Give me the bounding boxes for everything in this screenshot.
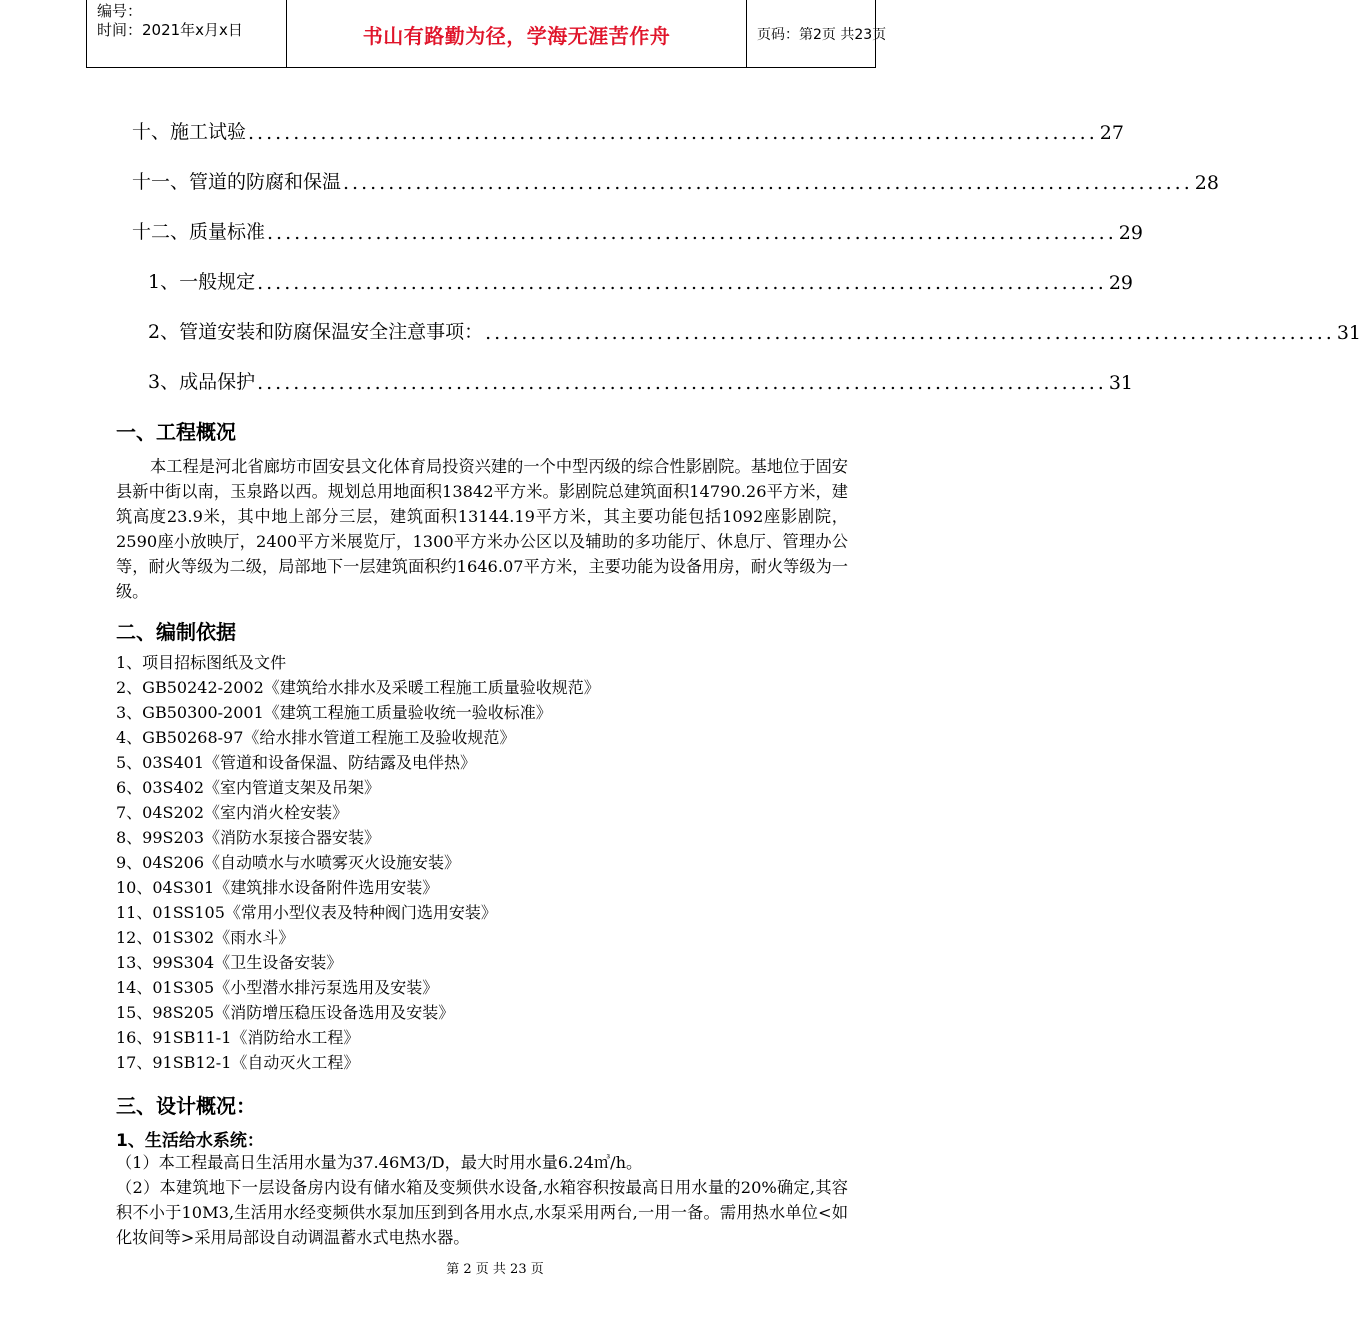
list-item: 17、91SB12-1《自动灭火工程》 (116, 1053, 360, 1072)
section-title-overview: 一、工程概况 (116, 420, 236, 444)
toc-entry-page: 29 (1118, 222, 1143, 244)
toc-entry-label: 十二、质量标准 (132, 221, 266, 243)
toc-entry-page: 31 (1336, 322, 1361, 344)
list-item: 12、01S302《雨水斗》 (116, 928, 295, 947)
toc-leader-dots: .............................................................................................. (343, 172, 1193, 194)
list-item: 13、99S304《卫生设备安装》 (116, 953, 343, 972)
section-title-basis: 二、编制依据 (116, 620, 236, 644)
list-item: 9、04S206《自动喷水与水喷雾灭火设施安装》 (116, 853, 461, 872)
list-item: 10、04S301《建筑排水设备附件选用安装》 (116, 878, 439, 897)
toc-leader-dots: .............................................................................................. (248, 122, 1098, 144)
toc-entry[interactable] (132, 216, 1143, 244)
reference-list (116, 650, 848, 1075)
toc-entry[interactable] (148, 366, 1133, 394)
list-item: 2、GB50242-2002《建筑给水排水及采暖工程施工质量验收规范》 (116, 678, 600, 697)
list-item: 15、98S205《消防增压稳压设备选用及安装》 (116, 1003, 455, 1022)
page-footer: 第 2 页 共 23 页 (446, 1262, 544, 1277)
toc-entry-label: 3、成品保护 (148, 371, 256, 393)
design-paragraph-1: （1）本工程最高日生活用水量为37.46M3/D，最大时用水量6.24㎥/h。 (116, 1153, 643, 1172)
toc-entry-page: 27 (1099, 122, 1124, 144)
header-meta (86, 0, 286, 68)
list-item: 8、99S203《消防水泵接合器安装》 (116, 828, 381, 847)
list-item: 7、04S202《室内消火栓安装》 (116, 803, 349, 822)
toc-leader-dots: .............................................................................................. (257, 372, 1107, 394)
list-item: 16、91SB11-1《消防给水工程》 (116, 1028, 360, 1047)
list-item: 1、项目招标图纸及文件 (116, 653, 287, 672)
toc-entry[interactable] (132, 116, 1124, 144)
header-date: 时间：2021年x月x日 (97, 21, 243, 39)
list-item: 6、03S402《室内管道支架及吊架》 (116, 778, 381, 797)
toc-leader-dots: .............................................................................................. (485, 322, 1335, 344)
toc-entry-page: 29 (1108, 272, 1133, 294)
list-item: 14、01S305《小型潜水排污泵选用及安装》 (116, 978, 439, 997)
header-motto-cell (286, 0, 746, 68)
subsection-title-water-supply: 1、生活给水系统： (116, 1131, 264, 1151)
toc-entry-page: 28 (1194, 172, 1219, 194)
toc-entry-label: 十一、管道的防腐和保温 (132, 171, 342, 193)
toc-entry-label: 2、管道安装和防腐保温安全注意事项： (148, 321, 484, 343)
header-motto: 书山有路勤为径，学海无涯苦作舟 (362, 23, 671, 48)
list-item: 11、01SS105《常用小型仪表及特种阀门选用安装》 (116, 903, 497, 922)
toc-entry-label: 1、一般规定 (148, 271, 256, 293)
list-item: 3、GB50300-2001《建筑工程施工质量验收统一验收标准》 (116, 703, 552, 722)
list-item: 5、03S401《管道和设备保温、防结露及电伴热》 (116, 753, 477, 772)
header-page-number: 页码：第2页 共23页 (757, 27, 887, 43)
header-code: 编号： (97, 2, 143, 20)
section-title-design: 三、设计概况： (116, 1094, 256, 1118)
toc-entry[interactable] (148, 316, 1361, 344)
toc-entry-label: 十、施工试验 (132, 121, 247, 143)
list-item: 4、GB50268-97《给水排水管道工程施工及验收规范》 (116, 728, 516, 747)
overview-text: 本工程是河北省廊坊市固安县文化体育局投资兴建的一个中型丙级的综合性影剧院。基地位于固安县新中街以南，玉泉路以西。规划总用地面积13842平方米。影剧院总建筑面积14790.26平方米，建筑高度23.9米，其中地上部分三层，建筑面积13144.19平方米，其主要功能包括1092座影剧院，2590座小放映厅，2400平方米展览厅，1300平方米办公区以及辅助的多功能厅、休息厅、管理办公等，耐火等级为二级，局部地下一层建筑面积约1646.07平方米，主要功能为设备用房，耐火等级为一级。 (116, 457, 848, 601)
design-paragraph-2: （2）本建筑地下一层设备房内设有储水箱及变频供水设备,水箱容积按最高日用水量的20%确定,其容积不小于10M3,生活用水经变频供水泵加压到到各用水点,水泵采用两台,一用一备。需用热水单位<如化妆间等>采用局部设自动调温蓄水式电热水器。 (116, 1178, 848, 1247)
overview-paragraph (116, 454, 848, 604)
toc-entry-page: 31 (1108, 372, 1133, 394)
toc-leader-dots: .............................................................................................. (257, 272, 1107, 294)
page-header (86, 0, 887, 68)
toc-entry[interactable] (148, 266, 1133, 294)
toc-entry[interactable] (132, 166, 1219, 194)
header-page-cell (746, 0, 887, 68)
toc-leader-dots: .............................................................................................. (267, 222, 1117, 244)
